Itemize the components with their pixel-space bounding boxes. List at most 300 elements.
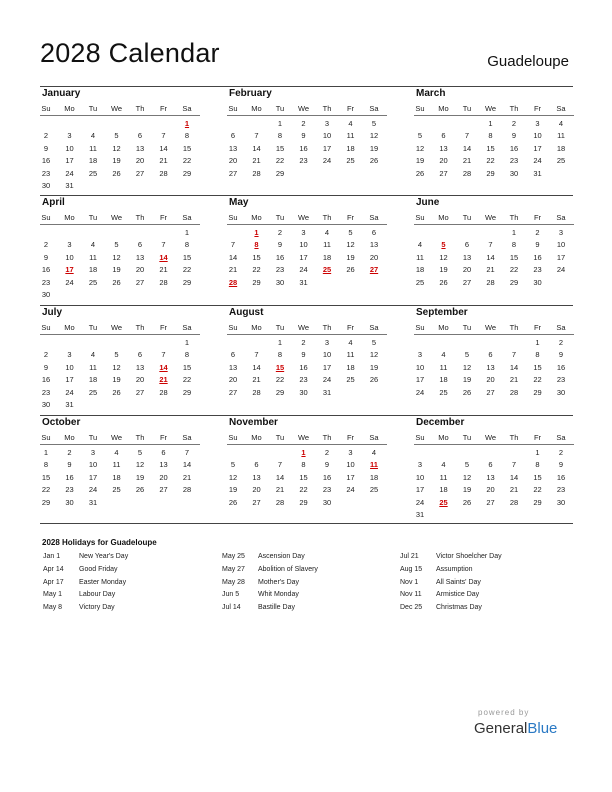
holiday-date-label: Dec 25 [400,604,423,612]
month-header-rule [227,444,387,445]
calendar-date: 15 [509,252,519,262]
calendar-date: 17 [322,362,332,372]
holiday-name: All Saints' Day [436,578,481,586]
calendar-date: 10 [65,362,74,372]
calendar-date: 31 [65,400,74,409]
calendar-date: 28 [159,168,168,178]
calendar-date: 27 [486,387,495,397]
calendar-date: 30 [509,168,519,178]
calendar-date: 1 [488,119,493,128]
calendar-date: 20 [486,485,495,495]
band-separator [40,305,573,306]
calendar-date: 2 [43,240,49,250]
calendar-date: 13 [135,143,145,153]
weekday-header: Tu [462,213,472,222]
calendar-date: 16 [275,252,285,262]
calendar-date: 1 [535,448,540,457]
weekday-header: Th [135,104,145,113]
calendar-date: 24 [65,387,74,397]
weekday-header: Mo [438,104,449,113]
calendar-date: 2 [535,228,540,237]
calendar-date: 14 [252,362,261,372]
holiday-date: 14 [159,252,168,262]
calendar-date: 16 [533,252,542,262]
calendar-date: 13 [486,362,495,372]
calendar-date: 21 [159,156,168,166]
holiday-date-label: May 28 [222,578,245,586]
calendar-date: 25 [88,277,98,287]
calendar-date: 27 [135,168,145,178]
calendar-date: 3 [348,448,353,457]
calendar-date: 9 [558,460,564,470]
calendar-date: 20 [252,485,261,495]
calendar-date: 5 [371,338,377,347]
calendar-date: 25 [415,277,425,287]
calendar-date: 27 [462,277,472,287]
calendar-date: 22 [182,265,192,275]
weekday-header: Mo [251,104,262,113]
calendar-date: 17 [556,252,566,262]
calendar-date: 30 [41,290,51,299]
weekday-header: Th [135,213,145,222]
weekday-header: Sa [182,213,192,222]
calendar-date: 18 [346,362,355,372]
holiday-date-label: May 1 [43,591,63,599]
holiday-date-label: Apr 17 [43,578,64,586]
calendar-date: 15 [182,252,192,262]
calendar-date: 4 [90,240,96,250]
calendar-date: 26 [462,387,472,397]
calendar-date: 22 [275,156,285,166]
holiday-date-label: Aug 15 [400,565,423,573]
calendar-date: 30 [556,387,566,397]
weekday-header: Tu [462,433,472,442]
holiday-name: Christmas Day [436,604,482,612]
month-november [227,417,389,521]
holiday-date: 5 [441,240,446,250]
calendar-date: 20 [135,156,145,166]
calendar-date: 19 [228,485,238,495]
calendar-date: 17 [299,252,308,262]
weekday-header: Th [509,213,519,222]
calendar-date: 6 [488,350,493,360]
calendar-date: 17 [65,375,74,385]
calendar-date: 16 [299,362,308,372]
holiday-name: Good Friday [79,565,118,573]
calendar-date: 28 [182,485,192,495]
calendar-date: 19 [369,143,379,153]
calendar-date: 22 [509,265,519,275]
calendar-date: 14 [509,362,519,372]
band-separator [40,523,573,524]
calendar-date: 23 [275,265,285,275]
calendar-date: 17 [415,375,425,385]
calendar-date: 23 [41,277,51,287]
holiday-date: 21 [159,375,168,385]
calendar-date: 15 [41,472,51,482]
calendar-date: 26 [228,497,238,507]
calendar-date: 7 [488,240,493,250]
calendar-date: 1 [184,228,190,237]
calendar-date: 29 [275,387,285,397]
calendar-date: 28 [509,387,519,397]
calendar-date: 16 [556,472,566,482]
calendar-date: 5 [137,448,143,457]
weekday-header: We [484,213,497,222]
holiday-name: Victory Day [79,604,115,612]
calendar-date: 19 [135,472,145,482]
calendar-date: 24 [346,485,355,495]
holiday-date-label: May 25 [222,553,245,560]
calendar-date: 12 [439,252,448,262]
weekday-header: Mo [251,323,262,332]
weekday-header: Mo [64,104,75,113]
holiday-date: 27 [369,265,379,275]
calendar-date: 22 [182,156,192,166]
weekday-header: We [297,323,310,332]
calendar-date: 9 [301,350,306,360]
calendar-date: 1 [535,338,540,347]
calendar-date: 25 [88,168,98,178]
calendar-date: 23 [299,156,308,166]
month-header-rule [414,224,574,225]
calendar-date: 15 [533,362,542,372]
calendar-date: 22 [533,375,542,385]
calendar-date: 3 [558,228,564,237]
country-name: Guadeloupe [487,53,569,70]
calendar-date: 26 [415,168,425,178]
calendar-date: 27 [439,168,448,178]
calendar-date: 4 [441,350,446,360]
holiday-date-label: Jun 5 [222,591,240,599]
calendar-date: 9 [43,143,49,153]
calendar-date: 28 [486,277,495,287]
calendar-date: 20 [228,156,238,166]
calendar-date: 8 [184,350,190,360]
calendar-date: 6 [137,350,143,360]
holiday-date: 11 [370,460,378,470]
calendar-date: 6 [137,240,143,250]
calendar-date: 23 [533,265,542,275]
calendar-date: 13 [228,362,238,372]
calendar-date: 23 [322,485,332,495]
calendar-date: 10 [322,131,332,141]
band-separator [40,86,573,87]
calendar-date: 8 [277,350,283,360]
calendar-date: 12 [462,472,472,482]
calendar-date: 8 [301,460,306,470]
calendar-date: 8 [184,240,190,250]
calendar-date: 26 [369,375,379,385]
calendar-date: 31 [322,387,332,397]
calendar-date: 11 [89,362,97,372]
weekday-header: Th [509,104,519,113]
month-header-rule [40,334,200,335]
calendar-date: 1 [277,119,283,128]
calendar-date: 24 [533,156,542,166]
calendar-date: 9 [511,131,517,141]
calendar-date: 6 [161,448,166,457]
holiday-name: Easter Monday [79,578,127,586]
calendar-date: 7 [254,131,259,141]
calendar-date: 21 [275,485,285,495]
weekday-header: Fr [159,323,168,332]
calendar-date: 27 [159,485,168,495]
calendar-date: 8 [535,350,540,360]
calendar-date: 7 [230,240,236,250]
calendar-date: 30 [65,497,74,507]
weekday-header: Fr [346,323,355,332]
calendar-date: 17 [415,485,425,495]
calendar-date: 12 [369,350,379,360]
band-separator [40,415,573,416]
calendar-date: 22 [252,265,261,275]
calendar-date: 28 [252,387,261,397]
calendar-date: 9 [43,362,49,372]
month-header-rule [227,115,387,116]
calendar-date: 11 [557,131,565,141]
weekday-header: Mo [251,433,262,442]
calendar-date: 14 [509,472,519,482]
holiday-date: 14 [159,362,168,372]
calendar-date: 8 [43,460,49,470]
month-name: January [42,88,81,99]
holiday-date-label: Nov 1 [400,578,419,586]
calendar-date: 10 [65,143,74,153]
calendar-date: 2 [67,448,72,457]
month-name: December [416,417,465,428]
calendar-date: 20 [486,375,495,385]
calendar-date: 10 [556,240,566,250]
weekday-header: Fr [533,213,542,222]
calendar-date: 4 [417,240,423,250]
calendar-date: 9 [535,240,540,250]
calendar-date: 10 [346,460,355,470]
month-name: February [229,88,272,99]
calendar-date: 16 [556,362,566,372]
calendar-date: 15 [182,362,192,372]
calendar-date: 30 [299,387,308,397]
weekday-header: Fr [346,433,355,442]
month-name: August [229,307,264,318]
calendar-date: 7 [511,460,517,470]
brand-part1: General [474,720,528,737]
calendar-date: 18 [88,156,98,166]
weekday-header: Th [135,323,145,332]
calendar-date: 15 [182,143,192,153]
holiday-name: Victor Shoelcher Day [436,553,502,560]
calendar-date: 13 [252,472,261,482]
calendar-date: 5 [371,119,377,128]
calendar-date: 13 [135,362,145,372]
calendar-date: 24 [65,168,74,178]
calendar-date: 31 [415,510,425,519]
calendar-date: 28 [462,168,472,178]
calendar-date: 14 [228,252,238,262]
weekday-header: Fr [159,433,168,442]
weekday-header: Th [509,433,519,442]
calendar-date: 15 [299,472,308,482]
weekday-header: We [110,213,123,222]
calendar-date: 3 [535,119,540,128]
calendar-date: 2 [558,338,564,347]
month-header-rule [414,115,574,116]
weekday-header: We [110,433,123,442]
holiday-date: 28 [228,277,238,287]
calendar-date: 4 [90,350,96,360]
weekday-header: Mo [64,433,75,442]
calendar-date: 20 [159,472,168,482]
calendar-date: 20 [439,156,448,166]
calendar-date: 28 [159,387,168,397]
calendar-date: 24 [322,156,332,166]
calendar-date: 5 [114,350,119,360]
weekday-header: Tu [275,213,285,222]
calendar-date: 21 [462,156,472,166]
calendar-date: 7 [161,350,166,360]
weekday-header: Sa [556,323,566,332]
calendar-date: 3 [67,240,72,250]
calendar-date: 18 [415,265,425,275]
calendar-date: 7 [184,448,190,457]
calendar-date: 2 [43,131,49,141]
calendar-date: 31 [65,181,74,190]
holiday-date: 8 [254,240,259,250]
holiday-name: Armistice Day [436,591,480,599]
calendar-date: 11 [439,362,448,372]
calendar-date: 7 [464,131,470,141]
calendar-date: 14 [182,460,192,470]
calendar-date: 4 [348,119,353,128]
calendar-date: 24 [299,265,308,275]
weekday-header: Sa [369,104,379,113]
calendar-date: 26 [439,277,448,287]
weekday-header: Th [135,433,145,442]
weekday-header: Mo [64,213,75,222]
calendar-date: 8 [184,131,190,141]
calendar-date: 30 [533,277,542,287]
calendar-date: 10 [533,131,542,141]
month-header-rule [40,444,200,445]
calendar-date: 10 [88,460,98,470]
calendar-date: 14 [252,143,261,153]
calendar-date: 28 [252,168,261,178]
holiday-date-label: Jul 21 [400,553,419,560]
calendar-date: 23 [556,375,566,385]
month-february [227,88,389,192]
calendar-date: 11 [416,252,424,262]
calendar-date: 29 [299,497,308,507]
weekday-header: Th [322,104,332,113]
calendar-date: 13 [369,240,379,250]
calendar-date: 30 [322,497,332,507]
calendar-date: 24 [65,277,74,287]
month-december [414,417,576,521]
calendar-date: 6 [137,131,143,141]
month-january [40,88,202,192]
weekday-header: Mo [438,213,449,222]
month-name: October [42,417,81,428]
weekday-header: Mo [64,323,75,332]
calendar-date: 24 [556,265,566,275]
calendar-date: 19 [369,362,379,372]
calendar-date: 25 [439,387,448,397]
month-september [414,307,576,411]
calendar-date: 4 [90,131,96,141]
month-header-rule [227,334,387,335]
calendar-date: 29 [486,168,495,178]
month-august [227,307,389,411]
weekday-header: Su [228,323,238,332]
calendar-date: 17 [346,472,355,482]
calendar-date: 4 [371,448,377,457]
calendar-date: 30 [556,497,566,507]
calendar-date: 14 [486,252,495,262]
calendar-date: 7 [161,240,166,250]
calendar-date: 21 [509,375,519,385]
calendar-date: 15 [252,252,261,262]
weekday-header: We [110,323,123,332]
calendar-date: 16 [322,472,332,482]
calendar-date: 18 [556,143,566,153]
calendar-date: 28 [509,497,519,507]
holiday-date-label: May 8 [43,604,63,612]
weekday-header: Tu [88,104,98,113]
weekday-header: Sa [182,433,192,442]
weekday-header: We [297,213,310,222]
calendar-date: 10 [415,472,425,482]
calendar-date: 2 [277,228,283,237]
calendar-date: 21 [252,375,261,385]
calendar-date: 12 [135,460,145,470]
calendar-date: 30 [41,400,51,409]
calendar-date: 15 [486,143,495,153]
calendar-date: 5 [114,131,119,141]
calendar-date: 18 [439,375,448,385]
calendar-date: 16 [299,143,308,153]
calendar-date: 8 [488,131,493,141]
weekday-header: Sa [556,433,566,442]
weekday-header: Su [415,213,425,222]
calendar-date: 29 [182,387,192,397]
band-separator [40,195,573,196]
calendar-date: 23 [509,156,519,166]
weekday-header: Th [322,433,332,442]
calendar-date: 19 [112,375,121,385]
calendar-date: 29 [252,277,261,287]
weekday-header: Tu [88,433,98,442]
weekday-header: Su [415,104,425,113]
weekday-header: Fr [533,433,542,442]
calendar-date: 26 [112,168,121,178]
weekday-header: Fr [533,104,542,113]
calendar-date: 13 [159,460,168,470]
calendar-date: 9 [277,240,283,250]
month-march [414,88,576,192]
calendar-date: 18 [88,375,98,385]
holiday-date: 1 [301,448,306,457]
calendar-date: 20 [228,375,238,385]
calendar-date: 13 [486,472,495,482]
weekday-header: Tu [462,104,472,113]
calendar-date: 26 [462,497,472,507]
calendar-date: 12 [112,143,121,153]
powered-by-text: powered by [478,708,530,717]
calendar-date: 11 [89,143,97,153]
calendar-date: 11 [346,350,355,360]
weekday-header: Sa [182,104,192,113]
calendar-date: 29 [533,497,542,507]
